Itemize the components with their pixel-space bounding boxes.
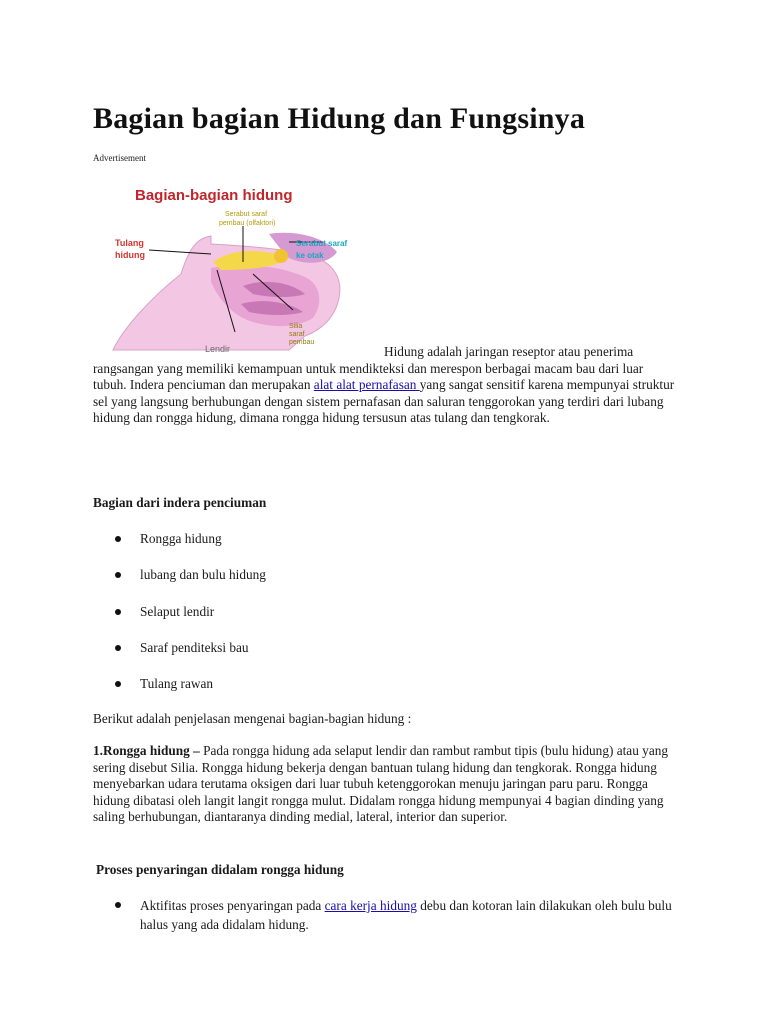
advertisement-label: Advertisement	[93, 153, 146, 163]
proses-list-item	[93, 896, 679, 934]
label-saraf: saraf	[289, 331, 305, 338]
cara-kerja-hidung-link[interactable]: cara kerja hidung	[324, 898, 417, 913]
proses-text-2: debu dan kotoran lain dilakukan oleh bulu bulu halus yang ada didalam hidung.	[140, 898, 672, 932]
list-item: Tulang rawan	[93, 675, 266, 711]
list-item: Saraf penditeksi bau	[93, 639, 266, 675]
rongga-heading: 1.Rongga hidung –	[93, 743, 200, 758]
berikut-paragraph: Berikut adalah penjelasan mengenai bagian-bagian hidung :	[93, 711, 412, 726]
list-item: Rongga hidung	[93, 530, 266, 566]
alat-pernafasan-link[interactable]: alat alat pernafasan	[313, 377, 420, 393]
intro-text-1: Hidung adalah jaringan reseptor atau penerima rangsangan yang memiliki kemampuan untuk mendikteksi dan merespon berbagai macam bau dari luar tubuh. Indera penciuman dan merupakan	[93, 344, 644, 393]
parts-list	[93, 530, 266, 711]
list-item: Selaput lendir	[93, 603, 266, 639]
rongga-hidung-paragraph	[93, 743, 679, 826]
bullet-icon	[115, 572, 121, 578]
bullet-icon	[115, 902, 121, 908]
label-serabut-pembau-2: pembau (olfaktori)	[219, 220, 276, 227]
rongga-text: Pada rongga hidung ada selaput lendir dan rambut rambut tipis (bulu hidung) atau yang sering disebut Silia. Rongga hidung bekerja dengan bantuan tulang hidung dan tengkorak. Rongga hidung menyebarkan udara terutama oksigen dari luar tubuh ketenggorokan menuju jaringan paru paru. Rongga hidung dibatasi oleh langit langit rongga mulut. Didalam rongga hidung mempunyai 4 bagian dinding yang saling berhubungan, diantaranya dinding medial, lateral, interior dan superior.	[93, 743, 669, 825]
label-silia: Silia	[289, 323, 303, 330]
label-serabut-otak: Serabut saraf	[296, 239, 348, 248]
label-tulang: Tulang	[115, 238, 144, 248]
figure-title: Bagian-bagian hidung	[135, 187, 293, 204]
label-ke-otak: ke otak	[296, 251, 324, 260]
page-title: Bagian bagian Hidung dan Fungsinya	[93, 102, 586, 135]
olfactory-bulb	[274, 249, 288, 263]
bullet-icon	[115, 645, 121, 651]
intro-text-2: yang sangat sensitif karena mempunyai struktur sel yang langsung berhubungan dengan sistem pernafasan dan saluran tenggorokan yang terdiri dari lubang hidung dan rongga hidung, dimana rongga hidung tersusun atas tulang dan tengkorak.	[93, 377, 675, 426]
intro-paragraph	[93, 344, 679, 427]
bullet-icon	[115, 609, 121, 615]
label-serabut-pembau: Serabut saraf	[225, 211, 268, 218]
label-lendir: Lendir	[205, 344, 231, 354]
bullet-icon	[115, 681, 121, 687]
proses-heading: Proses penyaringan didalam rongga hidung	[96, 862, 344, 877]
label-pembau: pembau	[289, 339, 315, 346]
section-heading: Bagian dari indera penciuman	[93, 495, 267, 510]
list-item: lubang dan bulu hidung	[93, 566, 266, 602]
bullet-icon	[115, 536, 121, 542]
label-hidung: hidung	[115, 250, 145, 260]
proses-text-1: Aktifitas proses penyaringan pada	[140, 898, 325, 913]
nose-anatomy-figure	[93, 178, 383, 360]
